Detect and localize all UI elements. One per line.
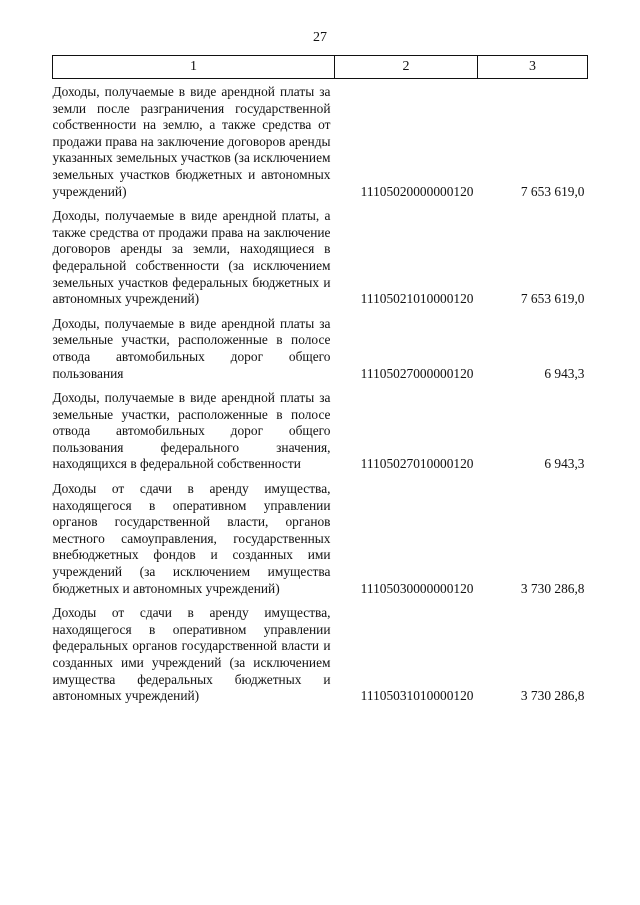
table-row [53, 478, 588, 602]
header-col-3: 3 [478, 56, 588, 79]
row-description: Доходы, получаемые в виде арендной платы за земли после разграничения государственной собственности на землю, а также средства от продажи права на заключение договоров аренды указанных земельных участков (за исключением земельных участков бюджетных и автономных учреждений) [52, 84, 331, 199]
row-description: Доходы, получаемые в виде арендной платы, а также средства от продажи права на заключение договоров аренды за земли, находящиеся в федеральной собственности (за исключением земельных участков федеральных бюджетных и автономных учреждений) [52, 208, 331, 307]
row-description: Доходы от сдачи в аренду имущества, находящегося в оперативном управлении органов государственной власти, органов местного самоуправления, государственных внебюджетных фондов и созданных ими учреждений (за исключением имущества бюджетных и автономных учреждений) [52, 481, 331, 596]
revenue-table [52, 55, 588, 710]
table-row [53, 387, 588, 478]
row-code: 11105030000000120 [360, 580, 474, 596]
row-code: 11105031010000120 [360, 688, 474, 704]
row-code: 11105027010000120 [360, 456, 474, 472]
table-row [53, 79, 588, 206]
page-number: 27 [313, 30, 327, 45]
row-amount: 7 653 619,0 [520, 291, 585, 307]
row-amount: 6 943,3 [544, 456, 585, 472]
row-description: Доходы, получаемые в виде арендной платы за земельные участки, расположенные в полосе отвода автомобильных дорог общего пользования федерального значения, находящихся в федеральной собственности [52, 390, 331, 472]
row-amount: 3 730 286,8 [520, 688, 585, 704]
table-header [53, 56, 588, 79]
row-code: 11105021010000120 [360, 291, 474, 307]
table-body [53, 79, 588, 710]
row-code: 11105020000000120 [360, 183, 474, 199]
row-description: Доходы, получаемые в виде арендной платы за земельные участки, расположенные в полосе отвода автомобильных дорог общего пользования [52, 315, 331, 381]
table-row [53, 313, 588, 387]
table-row [53, 602, 588, 710]
row-description: Доходы от сдачи в аренду имущества, находящегося в оперативном управлении федеральных органов государственной власти и созданных ими учреждений (за исключением имущества федеральных бюджетных и автономных учреждений) [52, 605, 331, 704]
table-row [53, 205, 588, 313]
row-amount: 3 730 286,8 [520, 580, 585, 596]
header-col-1: 1 [53, 56, 335, 79]
row-amount: 7 653 619,0 [520, 183, 585, 199]
row-amount: 6 943,3 [544, 365, 585, 381]
row-code: 11105027000000120 [360, 365, 474, 381]
header-row [53, 56, 588, 79]
header-col-2: 2 [335, 56, 478, 79]
